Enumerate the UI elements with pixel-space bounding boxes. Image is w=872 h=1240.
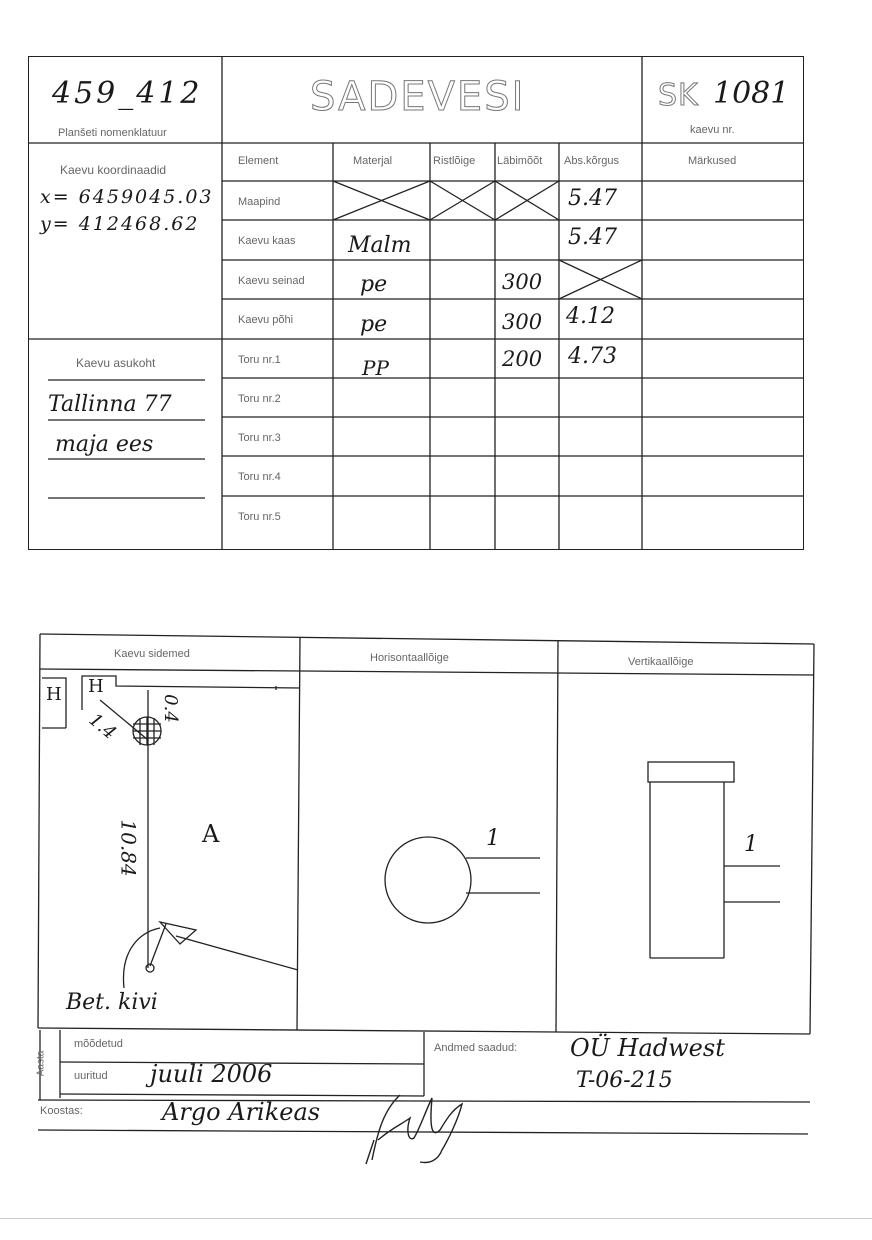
table-row: Toru nr.4 [238, 471, 281, 483]
well-id-prefix: SK [658, 78, 699, 113]
cell-elevation-pohi: 4.12 [566, 304, 615, 329]
data-source-label: Andmed saadud: [434, 1042, 518, 1054]
vertical-section-label: Vertikaallõige [628, 656, 694, 668]
cell-elevation-toru1: 4.73 [568, 344, 617, 369]
col-header-elevation: Abs.kõrgus [564, 155, 620, 167]
well-nr-label: kaevu nr. [690, 124, 735, 136]
cell-diameter-seinad: 300 [502, 270, 543, 294]
cell-diameter-pohi: 300 [502, 310, 543, 334]
cell-material-toru1: PP [362, 356, 389, 380]
nomenclature-label: Planšeti nomenklatuur [58, 127, 167, 139]
table-row: Toru nr.5 [238, 511, 281, 523]
nomenclature-value: 459_412 [52, 76, 203, 111]
ties-stone-label: Bet. kivi [66, 990, 158, 1015]
ties-dim-long: 10.84 [116, 819, 141, 877]
table-row: Kaevu kaas [238, 235, 296, 247]
col-header-cross: Ristlõige [433, 155, 476, 167]
cell-elevation-maapind: 5.47 [568, 186, 617, 211]
compiled-value: Argo Arikeas [162, 1098, 321, 1126]
data-source-line-2: T-06-215 [576, 1068, 673, 1093]
page-edge [0, 1218, 872, 1219]
pipe-label-horizontal: 1 [486, 826, 500, 851]
cell-material-seinad: pe [360, 272, 388, 297]
table-row: Toru nr.1 [238, 354, 281, 366]
location-line-2: maja ees [55, 432, 154, 457]
horizontal-section-label: Horisontaallõige [370, 652, 449, 664]
table-row: Maapind [238, 196, 281, 208]
table-row: Kaevu põhi [238, 314, 294, 326]
pipe-label-vertical: 1 [744, 832, 758, 857]
ties-dim-top: 0.4 [159, 694, 181, 723]
ties-label: Kaevu sidemed [114, 648, 190, 660]
col-header-diameter: Läbimõõt [497, 155, 543, 167]
signature-scribble [366, 1095, 462, 1164]
well-id-number: 1081 [713, 76, 790, 111]
page-title: SADEVESI [310, 74, 526, 120]
table-row: Kaevu seinad [238, 275, 305, 287]
coordinate-y: y= 412468.62 [40, 213, 200, 235]
col-header-material: Materjal [353, 155, 393, 167]
ties-h-box-1: H [46, 684, 62, 705]
cell-material-kaas: Malm [348, 233, 412, 258]
footer-year-label: Aasta [35, 1050, 47, 1077]
ties-area-label: A [202, 820, 220, 848]
ties-h-box-2: H [88, 676, 104, 697]
ties-dim-diag: 1.4 [84, 709, 121, 744]
checked-label: uuritud [74, 1070, 108, 1082]
coordinates-label: Kaevu koordinaadid [60, 163, 167, 177]
col-header-element: Element [238, 155, 279, 167]
location-label: Kaevu asukoht [76, 356, 156, 370]
col-header-notes: Märkused [688, 155, 737, 167]
compiled-label: Koostas: [40, 1105, 83, 1117]
cell-elevation-kaas: 5.47 [568, 225, 617, 250]
surveyed-label: mõõdetud [74, 1038, 123, 1050]
table-row: Toru nr.2 [238, 393, 281, 405]
coordinate-x: x= 6459045.03 [40, 186, 214, 208]
location-line-1: Tallinna 77 [48, 392, 172, 417]
data-source-line-1: OÜ Hadwest [570, 1034, 725, 1062]
cell-material-pohi: pe [360, 312, 388, 337]
cell-diameter-toru1: 200 [502, 347, 543, 371]
table-row: Toru nr.3 [238, 432, 281, 444]
checked-value: juuli 2006 [150, 1060, 273, 1088]
